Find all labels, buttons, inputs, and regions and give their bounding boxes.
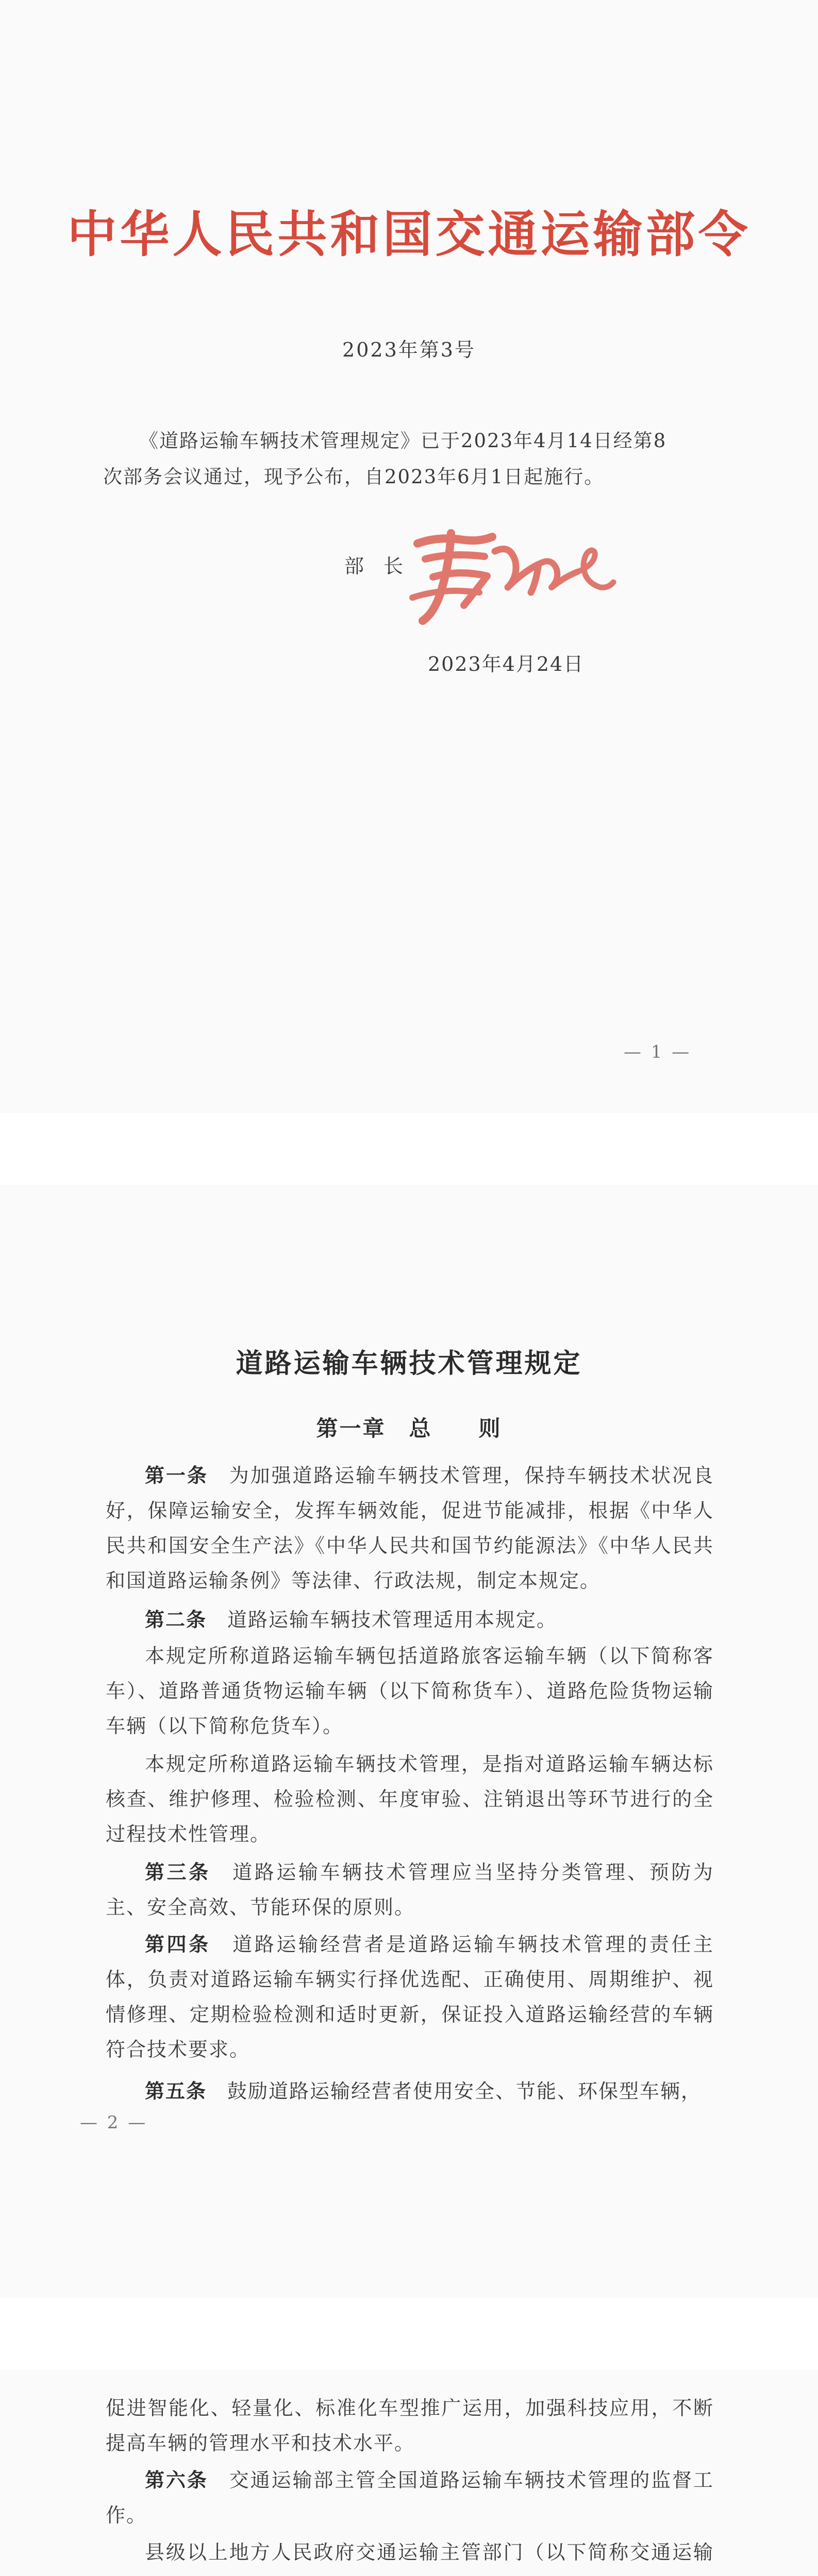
page-2 <box>0 1185 818 2298</box>
page-number-2: — 2 — <box>80 2112 148 2133</box>
article-3 <box>106 1855 714 1925</box>
article-5-label: 第五条 <box>145 2079 207 2103</box>
article-6-label: 第六条 <box>145 2468 208 2492</box>
article-1 <box>106 1458 714 1598</box>
article-4-label: 第四条 <box>145 1933 211 1956</box>
article-3-label: 第三条 <box>145 1860 211 1884</box>
article-2 <box>106 1602 714 1637</box>
article-5-text: 鼓励道路运输经营者使用安全、节能、环保型车辆， <box>227 2080 702 2103</box>
announcement-line-1: 《道路运输车辆技术管理规定》已于2023年4月14日经第8 <box>139 430 667 452</box>
order-date: 2023年4月24日 <box>428 653 585 675</box>
article-3-text: 道路运输车辆技术管理应当坚持分类管理、预防为主、安全高效、节能环保的原则。 <box>106 1861 714 1919</box>
order-title: 中华人民共和国交通运输部令 <box>67 205 751 263</box>
article-6-text: 交通运输部主管全国道路运输车辆技术管理的监督工作。 <box>106 2469 714 2527</box>
chapter-1-title: 第一章 总 则 <box>316 1416 502 1441</box>
article-4-text: 道路运输经营者是道路运输车辆技术管理的责任主体，负责对道路运输车辆实行择优选配、正确使用、周期维护、视情修理、定期检验检测和适时更新，保证投入道路运输经营的车辆符合技术要求。 <box>106 1933 714 2061</box>
article-2-text: 道路运输车辆技术管理适用本规定。 <box>227 1608 558 1631</box>
page-gap-2 <box>0 2298 818 2370</box>
article-6-paragraph-2: 县级以上地方人民政府交通运输主管部门（以下简称交通运输 <box>145 2541 714 2564</box>
announcement-line-2: 次部务会议通过，现予公布，自2023年6月1日起施行。 <box>103 466 605 488</box>
article-6 <box>106 2463 714 2533</box>
minister-signature <box>402 515 619 629</box>
article-1-label: 第一条 <box>145 1464 208 1487</box>
document-title: 道路运输车辆技术管理规定 <box>236 1348 582 1379</box>
article-1-text: 为加强道路运输车辆技术管理，保持车辆技术状况良好，保障运输安全，发挥车辆效能，促进节能减排，根据《中华人民共和国安全生产法》《中华人民共和国节约能源法》《中华人民共和国道路运输条例》等法律、行政法规，制定本规定。 <box>106 1464 714 1592</box>
article-5-continued: 促进智能化、轻量化、标准化车型推广运用，加强科技应用，不断提高车辆的管理水平和技术水平。 <box>106 2397 714 2454</box>
page-1 <box>0 0 818 1113</box>
page-gap-1 <box>0 1113 818 1185</box>
article-2-paragraph-2: 本规定所称道路运输车辆包括道路旅客运输车辆（以下简称客车）、道路普通货物运输车辆（以下简称货车）、道路危险货物运输车辆（以下简称危货车）。 <box>106 1645 714 1737</box>
minister-label: 部 长 <box>344 555 404 578</box>
article-2-label: 第二条 <box>145 1608 207 1631</box>
article-2-paragraph-3: 本规定所称道路运输车辆技术管理，是指对道路运输车辆达标核查、维护修理、检验检测、年度审验、注销退出等环节进行的全过程技术性管理。 <box>106 1753 714 1845</box>
order-number: 2023年第3号 <box>342 338 476 361</box>
page-3 <box>0 2370 818 2576</box>
article-4 <box>106 1927 714 2067</box>
article-5 <box>106 2074 714 2109</box>
page-number-1: — 1 — <box>624 1042 692 1062</box>
